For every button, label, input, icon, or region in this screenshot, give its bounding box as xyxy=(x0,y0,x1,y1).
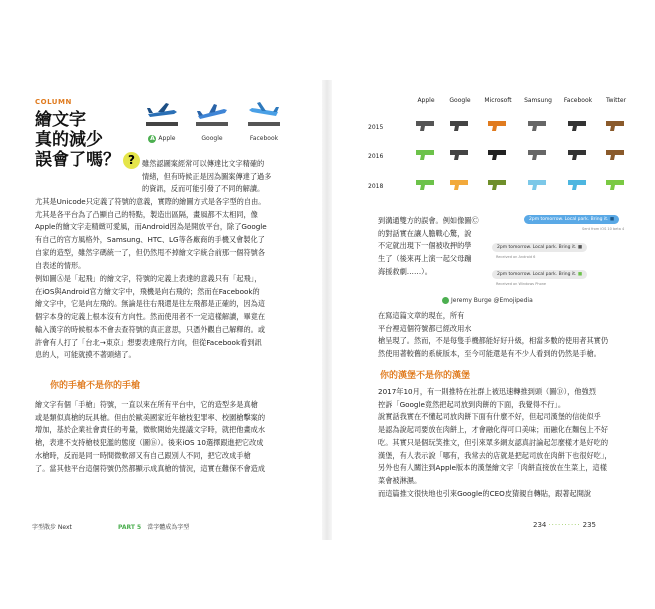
text-line: 然使用著較舊的系統版本，至今可能還是有不少人看到的仍然是手槍。 xyxy=(378,349,601,359)
grid-year: 2018 xyxy=(368,183,384,190)
pistol-icon xyxy=(568,150,586,160)
text-line: 自表述的情形。 xyxy=(35,260,86,270)
text-line: 海援救劇……）。 xyxy=(378,266,432,276)
question-icon: ? xyxy=(123,152,140,169)
airplane-icon xyxy=(246,100,282,128)
chat-bubble-received: 2pm tomorrow. Local park. Bring it. ■ xyxy=(492,270,587,279)
text-line: 水槍時，反而是同一時間微軟卻又有自己跟別人不同，把它改成手槍 xyxy=(35,450,251,460)
text-line: 說實話我實在不懂起司放肉餅下面有什麼不好，但起司漢堡的信徒似乎 xyxy=(378,412,601,422)
airplane-icon xyxy=(194,100,230,128)
column-label: COLUMN xyxy=(35,98,72,106)
text-line: 情緒，但有時候正是因為圖案傳達了過多 xyxy=(142,171,272,181)
footer-part: PART 5 當字體成為字型 xyxy=(118,524,190,531)
paragraph-2 xyxy=(35,273,297,362)
airplane-icon xyxy=(144,100,180,128)
pistol-icon xyxy=(528,121,546,131)
plane-label: Facebook xyxy=(249,135,279,142)
page-number-left: 234 xyxy=(533,521,547,529)
plane-label: Apple xyxy=(158,135,176,142)
text-line: 另外也有人關注到Apple版本的漢堡繪文字「肉餅直接放在生菜上，這樣 xyxy=(378,463,607,473)
text-line: 例如圖Ⓐ是「起飛」的繪文字，符號的定義上表達的意義只有「起飛」， xyxy=(35,274,262,283)
text-line: 漢堡，有人表示說「哪有，我常去的店就是把起司放在肉餅下也很好吃」， xyxy=(378,450,612,460)
text-line: 了。當其他平台這個符號仍然都顯示成真槍的情況，這實在難保不會造成 xyxy=(35,463,266,473)
image-credit: Jeremy Burge @Emojipedia xyxy=(442,297,533,304)
pistol-icon xyxy=(488,150,506,160)
right-paragraph-1 xyxy=(378,310,634,361)
paragraph-3 xyxy=(35,399,297,475)
text-line: 是認為說起司要放在肉餅上，才會融化得可口美味；而融化在麵包上不好 xyxy=(378,425,609,435)
text-line: 生了（後來再上演一起父母蹦 xyxy=(378,254,472,264)
pistol-icon xyxy=(606,121,624,131)
column-title xyxy=(35,110,140,170)
section-heading-burger: 你的漢堡不是你的漢堡 xyxy=(380,371,471,381)
pistol-icon xyxy=(528,150,546,160)
pistol-emoji-figure xyxy=(368,97,630,207)
water-pistol-icon xyxy=(528,180,546,190)
grid-header: Samsung xyxy=(524,97,552,104)
text-line: 吃。其實只是個玩笑推文，但引來眾多網友認真討論起怎麼樣才是好吃的 xyxy=(378,437,609,447)
left-page xyxy=(0,0,325,609)
grid-header: Facebook xyxy=(563,97,593,104)
grid-header: Microsoft xyxy=(484,97,512,104)
water-pistol-icon xyxy=(606,180,624,190)
chat-bubble-received: 2pm tomorrow. Local park. Bring it. ■ xyxy=(492,243,587,252)
google-airplane xyxy=(192,100,232,142)
facebook-airplane xyxy=(244,100,284,142)
title-line: 真的減少 xyxy=(35,130,103,150)
text-line: 槍，表達不支持槍枝犯濫的態度（圖Ⓑ）。後來iOS 10選擇跟進把它改成 xyxy=(35,438,264,448)
grid-header: Twitter xyxy=(605,97,627,104)
pistol-icon xyxy=(606,150,624,160)
section-heading-gun: 你的手槍不是你的手槍 xyxy=(50,381,141,391)
credit-icon xyxy=(442,297,449,304)
text-line: 槍呈現了。然而，不是每隻手機都能好好升級，相當多數的使用者其實仍 xyxy=(378,336,609,346)
pistol-icon xyxy=(416,121,434,131)
figure-badge-a: A xyxy=(150,135,155,142)
pistol-icon xyxy=(450,121,468,131)
chat-meta: Received on Android 6 xyxy=(496,255,536,259)
water-pistol-icon xyxy=(488,180,506,190)
text-line: 尤其是Unicode只定義了符號的意義，實際的繪圖方式是各字型的自由。 xyxy=(35,197,266,206)
pistol-grid xyxy=(368,97,630,207)
text-line: Apple的繪文字走精緻可愛風，而Android因為是開放平台，除了Google xyxy=(35,222,267,232)
grid-header: Apple xyxy=(417,97,435,104)
right-paragraph-2 xyxy=(378,386,634,500)
text-line: 輸入漢字的時候根本不會去查符號的真正意思，只憑外觀自己解釋的。或 xyxy=(35,324,266,334)
text-line: 的資訊，反而可能引發了不同的解讀。 xyxy=(142,184,265,194)
water-pistol-icon xyxy=(416,150,434,160)
text-line: 控訴「Google竟然把起司放到肉餅的下面，我覺得不行」。 xyxy=(378,399,566,409)
footer-book-title: 字型散步 Next xyxy=(32,524,72,531)
water-pistol-icon xyxy=(450,180,468,190)
pistol-icon xyxy=(488,121,506,131)
page-number-right: 235 xyxy=(582,521,597,529)
airplane-emoji-figure xyxy=(142,100,287,155)
pistol-icon xyxy=(568,121,586,131)
chat-bubble-sent: 2pm tomorrow. Local park. Bring it. ■ xyxy=(524,215,619,224)
water-pistol-icon xyxy=(416,180,434,190)
title-line: 誤會了嗎？ ? xyxy=(35,150,140,170)
grid-header: Google xyxy=(449,97,471,104)
text-line: 繪文字中，它是向左飛的。無論是往右飛還是往左飛都是正確的，因為這 xyxy=(35,299,266,309)
chat-screenshot-figure xyxy=(432,215,632,310)
paragraph-1 xyxy=(35,196,297,272)
text-line: 2017年10月，有一則推特在社群上被迅速轉推到頭（圖Ⓓ），他強烈 xyxy=(378,387,596,396)
text-line: 自家的造型，雖然字碼統一了，但仍然甩不掉繪文字統合前那一個符號各 xyxy=(35,247,266,257)
text-line: 在iOS與Android官方繪文字中，飛機是向右飛的；然而在Facebook的 xyxy=(35,286,260,296)
text-line: 有自己的官方風格外，Samsung、HTC、LG等各廠商的手機又會製化了 xyxy=(35,235,265,245)
page-numbers: 234 ·········· 235 xyxy=(533,521,597,529)
text-line: 不定就出現下一個被收押的學 xyxy=(378,241,472,251)
chat-meta: Sent from iOS 10 beta 4 xyxy=(582,227,625,231)
plane-label: Google xyxy=(201,135,223,142)
chat-meta: Received on Windows Phone xyxy=(496,282,547,286)
grid-year: 2015 xyxy=(368,124,384,131)
text-line: 的對話實在讓人膽戰心驚，說 xyxy=(378,228,472,238)
title-line: 繪文字 xyxy=(35,110,86,130)
grid-year: 2016 xyxy=(368,153,384,160)
apple-airplane xyxy=(142,100,182,143)
water-pistol-icon xyxy=(568,180,586,190)
text-line: 而這篇推文很快地也引來Google的CEO皮猜親自轉貼，跟著起開說 xyxy=(378,488,592,498)
text-line: 菜會被淋濕。 xyxy=(378,475,422,485)
text-line: 或是類似真槍的玩具槍。但由於歐美國家近年槍枝犯罪率、校園槍擊案的 xyxy=(35,412,266,422)
text-line: 平台裡這個符號都已經改用水 xyxy=(378,323,472,333)
text-line: 雖然認圖案經常可以傳達比文字精確的 xyxy=(142,159,265,168)
pistol-icon xyxy=(450,150,468,160)
text-line: 許會有人打了「台北→東京」想要表達飛行方向，但從Facebook看到訊 xyxy=(35,337,262,347)
text-line: 在寫這篇文章的現在，所有 xyxy=(378,311,465,320)
text-line: 繪文字有個「手槍」符號，一直以來在所有平台中，它的造型多是真槍 xyxy=(35,400,258,409)
text-line: 尤其是各平台為了凸顯自己的特點，製造出區隔，畫風都不太相同，像 xyxy=(35,209,258,219)
text-line: 息的人，可能就摸不著頭緒了。 xyxy=(35,350,136,360)
text-line: 個字本身的定義上根本沒有方向性。然而使用者不一定這樣解讀，畢竟在 xyxy=(35,312,266,322)
text-line: 到溝通雙方的誤會。例如像圖Ⓒ xyxy=(378,216,479,225)
intro-paragraph xyxy=(142,158,294,196)
text-line: 增加，基於企業社會責任的考量，微軟開始先提議文字時，就把他畫成水 xyxy=(35,425,266,435)
